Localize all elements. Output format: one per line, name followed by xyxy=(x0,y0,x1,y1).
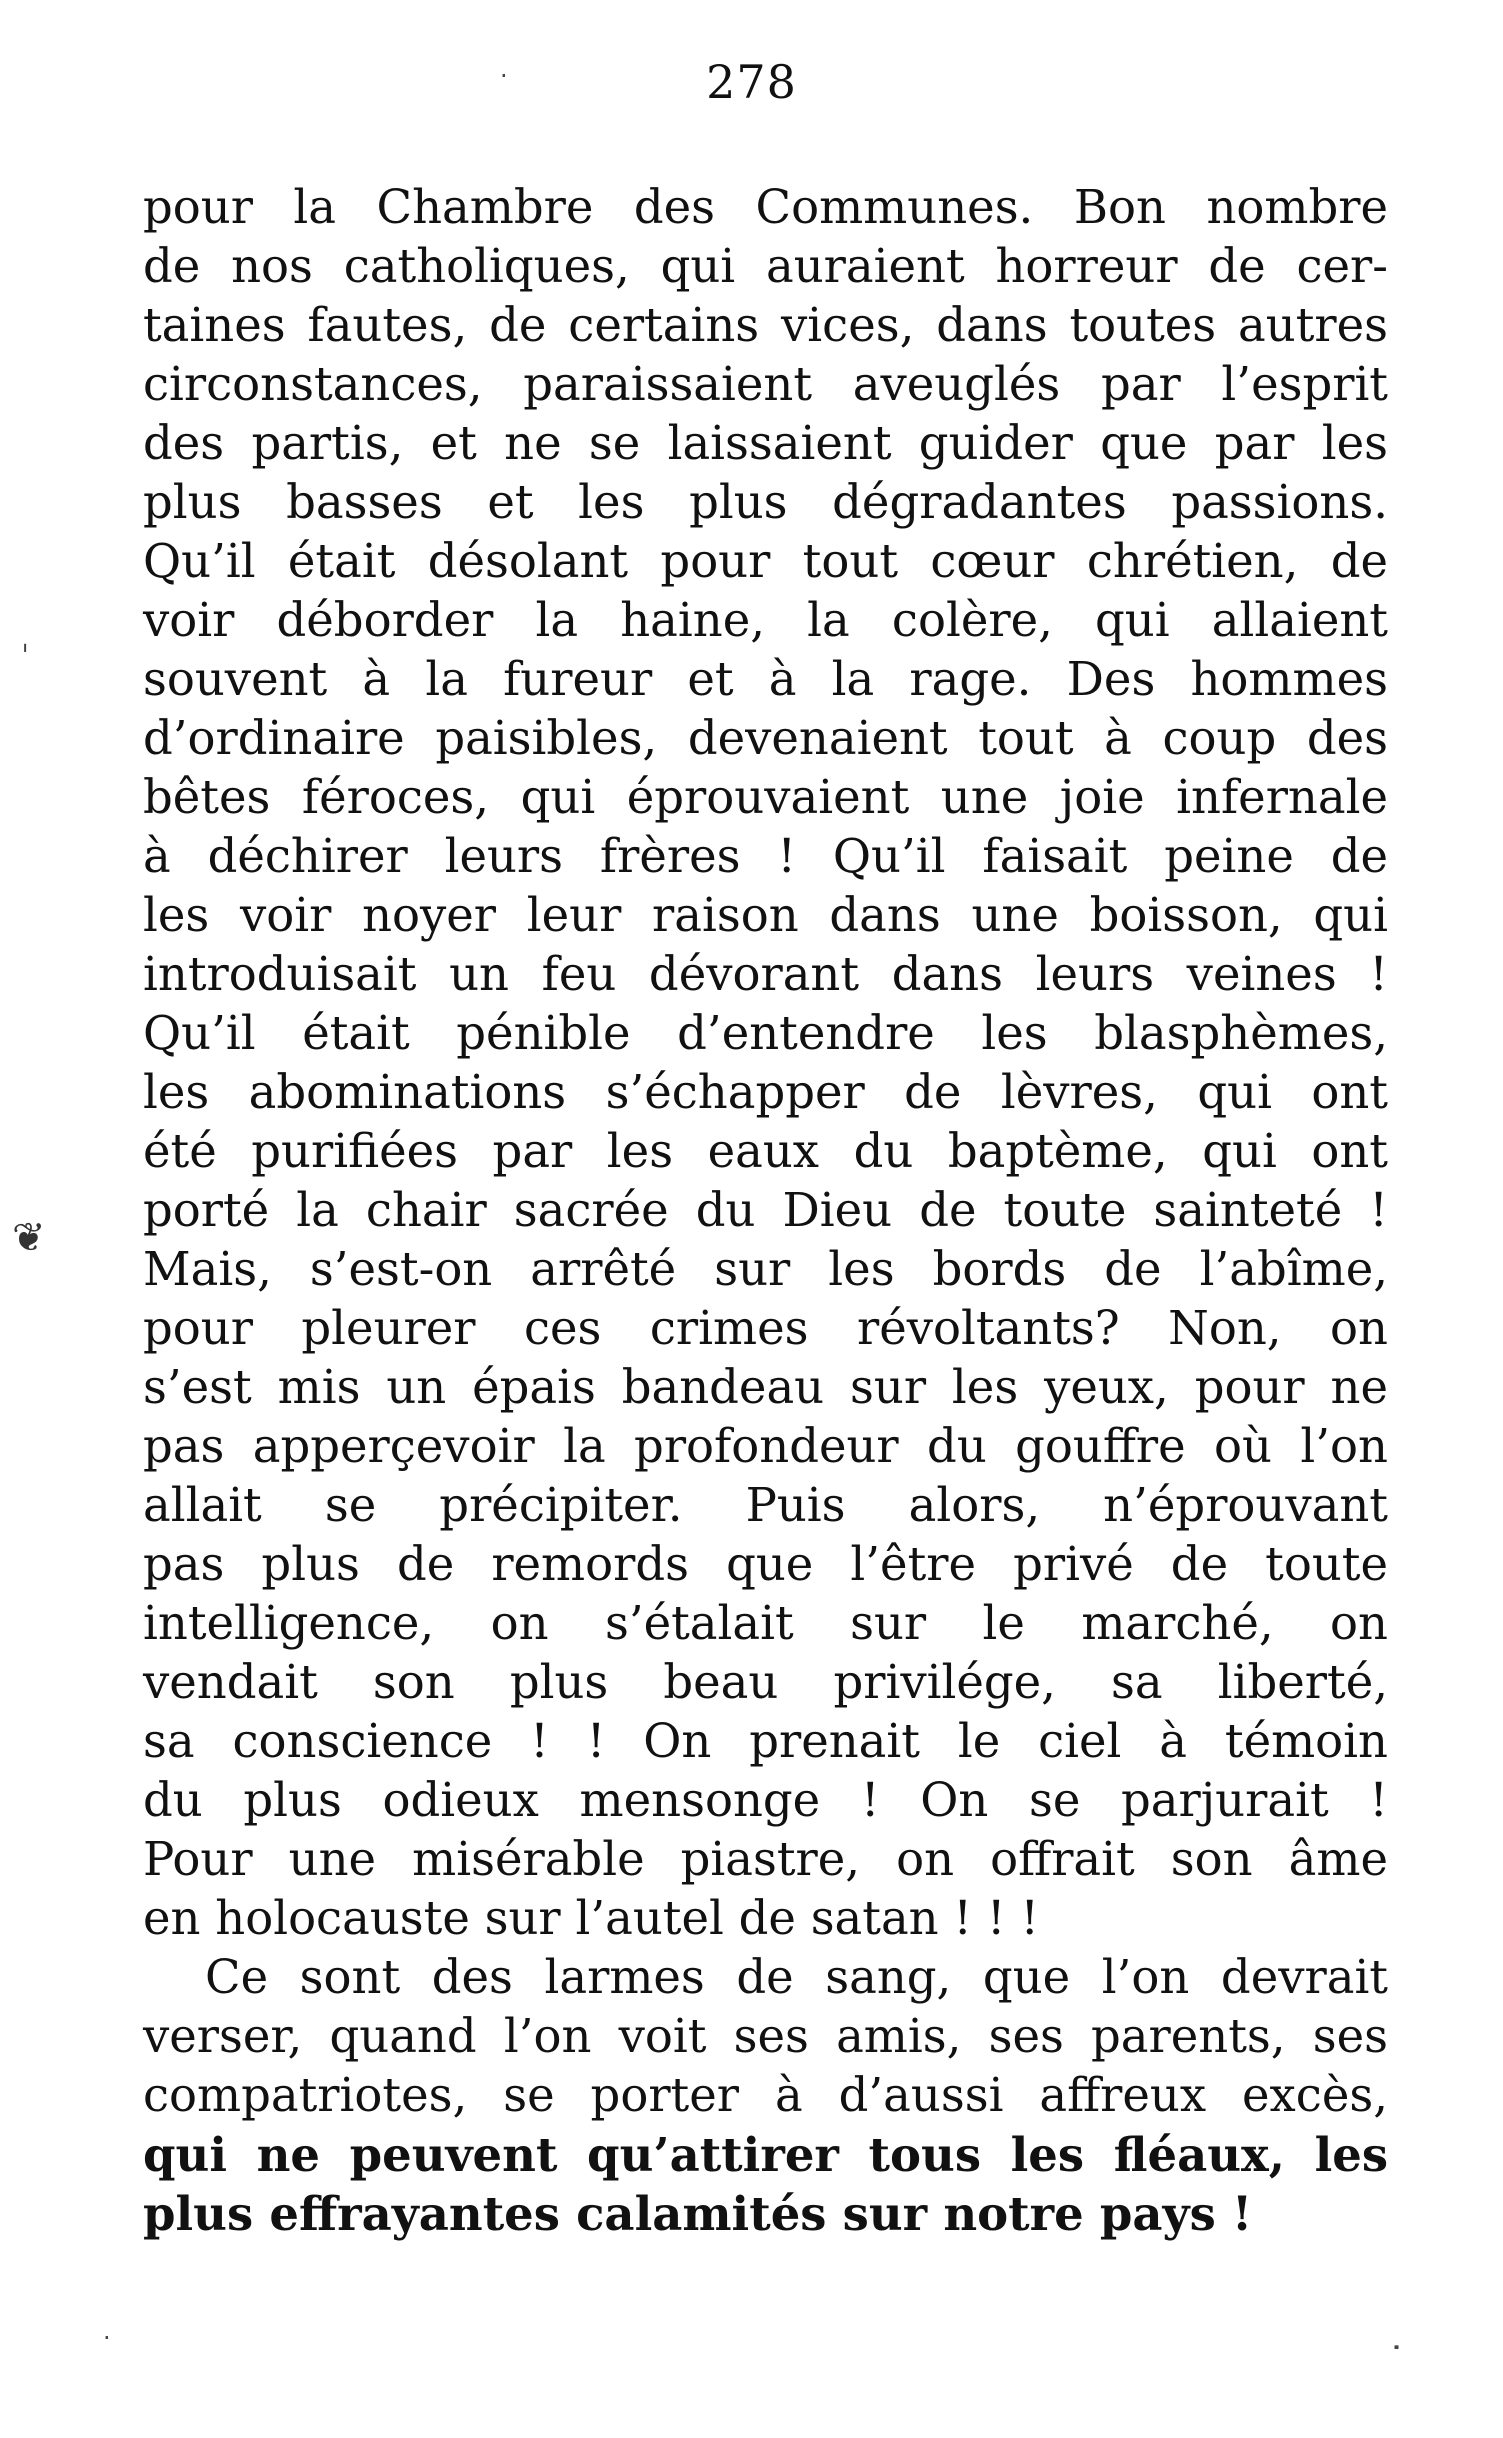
text-line: de nos catholiques, qui auraient horreur de cer- xyxy=(143,239,1388,293)
text-line: pas plus de remords que l’être privé de toute xyxy=(143,1537,1388,1591)
text-line: les abominations s’échapper de lèvres, qui ont xyxy=(143,1065,1388,1119)
text-line: Qu’il était désolant pour tout cœur chrétien, de xyxy=(143,534,1388,588)
text-line: Mais, s’est-on arrêté sur les bords de l’abîme, xyxy=(143,1242,1388,1296)
text-line: plus basses et les plus dégradantes passions. xyxy=(143,475,1388,529)
page-number: 278 xyxy=(706,55,797,109)
text-line: en holocauste sur l’autel de satan ! ! ! xyxy=(143,1891,1040,1945)
text-line: circonstances, paraissaient aveuglés par l’esprit xyxy=(143,357,1388,411)
text-line: pour la Chambre des Communes. Bon nombre xyxy=(143,180,1388,234)
text-line: à déchirer leurs frères ! Qu’il faisait peine de xyxy=(143,829,1388,883)
text-line: Pour une misérable piastre, on offrait son âme xyxy=(143,1832,1388,1886)
text-line: qui ne peuvent qu’attirer tous les fléaux, les xyxy=(143,2127,1388,2182)
text-line: verser, quand l’on voit ses amis, ses parents, ses xyxy=(143,2009,1388,2063)
text-line: intelligence, on s’étalait sur le marché, on xyxy=(143,1596,1388,1650)
text-line: introduisait un feu dévorant dans leurs veines ! xyxy=(143,947,1388,1001)
text-line: les voir noyer leur raison dans une boisson, qui xyxy=(143,888,1388,942)
print-speck-dot: · xyxy=(103,2324,111,2352)
text-line: porté la chair sacrée du Dieu de toute sainteté ! xyxy=(143,1183,1388,1237)
text-line: taines fautes, de certains vices, dans toutes autres xyxy=(143,298,1388,352)
text-line: des partis, et ne se laissaient guider que par les xyxy=(143,416,1388,470)
body-text xyxy=(143,178,1388,2243)
text-line: pas apperçevoir la profondeur du gouffre où l’on xyxy=(143,1419,1388,1473)
text-line: d’ordinaire paisibles, devenaient tout à coup des xyxy=(143,711,1388,765)
text-line: s’est mis un épais bandeau sur les yeux, pour ne xyxy=(143,1360,1388,1414)
text-line: Ce sont des larmes de sang, que l’on devrait xyxy=(205,1950,1388,2004)
print-speck-dot: · xyxy=(500,62,508,90)
text-line: allait se précipiter. Puis alors, n’éprouvant xyxy=(143,1478,1388,1532)
text-line: sa conscience ! ! On prenait le ciel à témoin xyxy=(143,1714,1388,1768)
text-line: plus effrayantes calamités sur notre pays ! xyxy=(143,2186,1253,2241)
text-line: Qu’il était pénible d’entendre les blasphèmes, xyxy=(143,1006,1388,1060)
margin-ornament-icon: ❦ xyxy=(12,1215,46,1261)
print-speck-tick: ˈ xyxy=(21,640,30,675)
text-line: été purifiées par les eaux du baptème, qui ont xyxy=(143,1124,1388,1178)
print-speck-mark: ˙ xyxy=(1389,2342,1404,2377)
text-line: pour pleurer ces crimes révoltants? Non, on xyxy=(143,1301,1388,1355)
text-line: souvent à la fureur et à la rage. Des hommes xyxy=(143,652,1388,706)
text-line: voir déborder la haine, la colère, qui allaient xyxy=(143,593,1388,647)
text-line: bêtes féroces, qui éprouvaient une joie infernale xyxy=(143,770,1388,824)
text-line: du plus odieux mensonge ! On se parjurait ! xyxy=(143,1773,1388,1827)
text-line: compatriotes, se porter à d’aussi affreux excès, xyxy=(143,2068,1388,2122)
text-line: vendait son plus beau privilége, sa liberté, xyxy=(143,1655,1388,1709)
